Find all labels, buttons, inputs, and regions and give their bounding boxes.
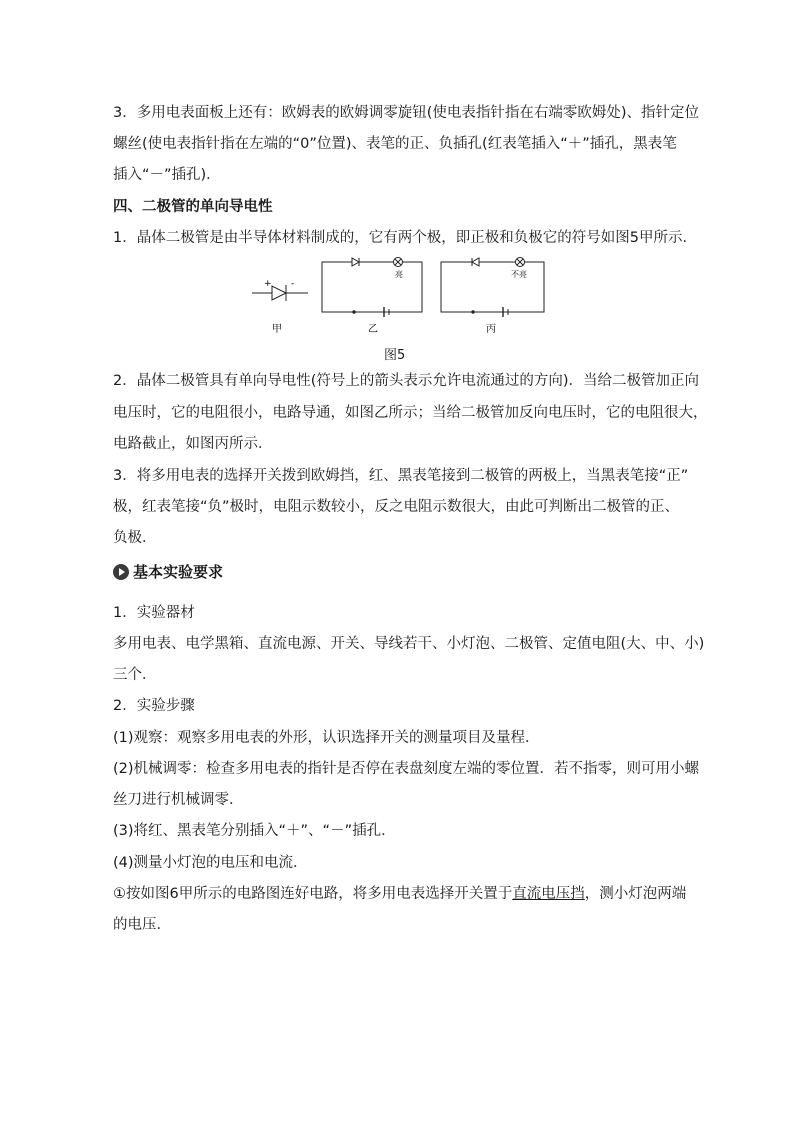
diode-symbol: [252, 285, 308, 301]
paragraph-line: (2)机械调零：检查多用电表的指针是否停在表盘刻度左端的零位置．若不指零，则可用小螺: [113, 761, 700, 777]
paragraph-line: 的电压．: [113, 917, 171, 933]
label-yi: 乙: [368, 324, 378, 335]
label-buliang: 不亮: [511, 270, 527, 279]
paragraph-line: 电压时，它的电阻很小，电路导通，如图乙所示；当给二极管加反向电压时，它的电阻很大，: [113, 405, 708, 421]
paragraph-line: (3)将红、黑表笔分别插入“＋”、“－”插孔．: [113, 823, 396, 839]
paragraph-line: 3．多用电表面板上还有：欧姆表的欧姆调零旋钮(使电表指针指在右端零欧姆处)、指针定位: [113, 105, 700, 121]
paragraph-line: 三个．: [113, 667, 157, 683]
paragraph-line: 3．将多用电表的选择开关拨到欧姆挡，红、黑表笔接到二极管的两极上，当黑表笔接“正”: [113, 468, 689, 484]
paragraph-line: 插入“－”插孔)．: [113, 167, 221, 183]
paragraph-line: 丝刀进行机械调零．: [113, 792, 244, 808]
label-jia: 甲: [272, 324, 282, 335]
paragraph-line: 1．实验器材: [113, 605, 195, 621]
underlined-term: 直流电压挡: [512, 886, 585, 902]
paragraph-line: 多用电表、电学黑箱、直流电源、开关、导线若干、小灯泡、二极管、定值电阻(大、中、小): [113, 636, 705, 652]
label-liang: 亮: [395, 270, 403, 279]
step-text: ①按如图6甲所示的电路图连好电路，将多用电表选择开关置于: [113, 886, 513, 902]
paragraph-line: 电路截止，如图丙所示．: [113, 436, 273, 452]
step-text-end: ，测小灯泡两端: [584, 886, 687, 902]
plus-sign: +: [264, 279, 272, 289]
figure-caption: 图5: [384, 348, 406, 363]
play-circle-icon: [113, 564, 129, 580]
label-bing: 丙: [486, 324, 496, 335]
paragraph-line: 负极．: [113, 530, 157, 546]
paragraph-line: [113, 885, 686, 903]
paragraph-line: 螺丝(使电表指针指在左端的“0”位置)、表笔的正、负插孔(红表笔插入“＋”插孔，黑表笔: [113, 136, 677, 152]
minus-sign: -: [291, 279, 295, 289]
section-title: 基本实验要求: [133, 563, 224, 581]
circuit-yi: [322, 258, 422, 318]
paragraph-line: 2．实验步骤: [113, 698, 195, 714]
paragraph-line: 极，红表笔接“负”极时，电阻示数较小，反之电阻示数很大，由此可判断出二极管的正、: [113, 499, 680, 515]
diode-figure: [248, 250, 548, 340]
subsection-heading: 四、二极管的单向导电性: [113, 199, 273, 215]
paragraph-line: (4)测量小灯泡的电压和电流．: [113, 855, 308, 871]
paragraph-line: 2．晶体二极管具有单向导电性(符号上的箭头表示允许电流通过的方向)．当给二极管加正向: [113, 373, 700, 389]
paragraph-line: 1．晶体二极管是由半导体材料制成的，它有两个极，即正极和负极它的符号如图5甲所示．: [113, 230, 697, 246]
paragraph-line: (1)观察：观察多用电表的外形，认识选择开关的测量项目及量程．: [113, 730, 540, 746]
circuit-diagrams: [248, 250, 548, 340]
section-heading: [113, 561, 223, 582]
circuit-bing: [441, 258, 544, 318]
